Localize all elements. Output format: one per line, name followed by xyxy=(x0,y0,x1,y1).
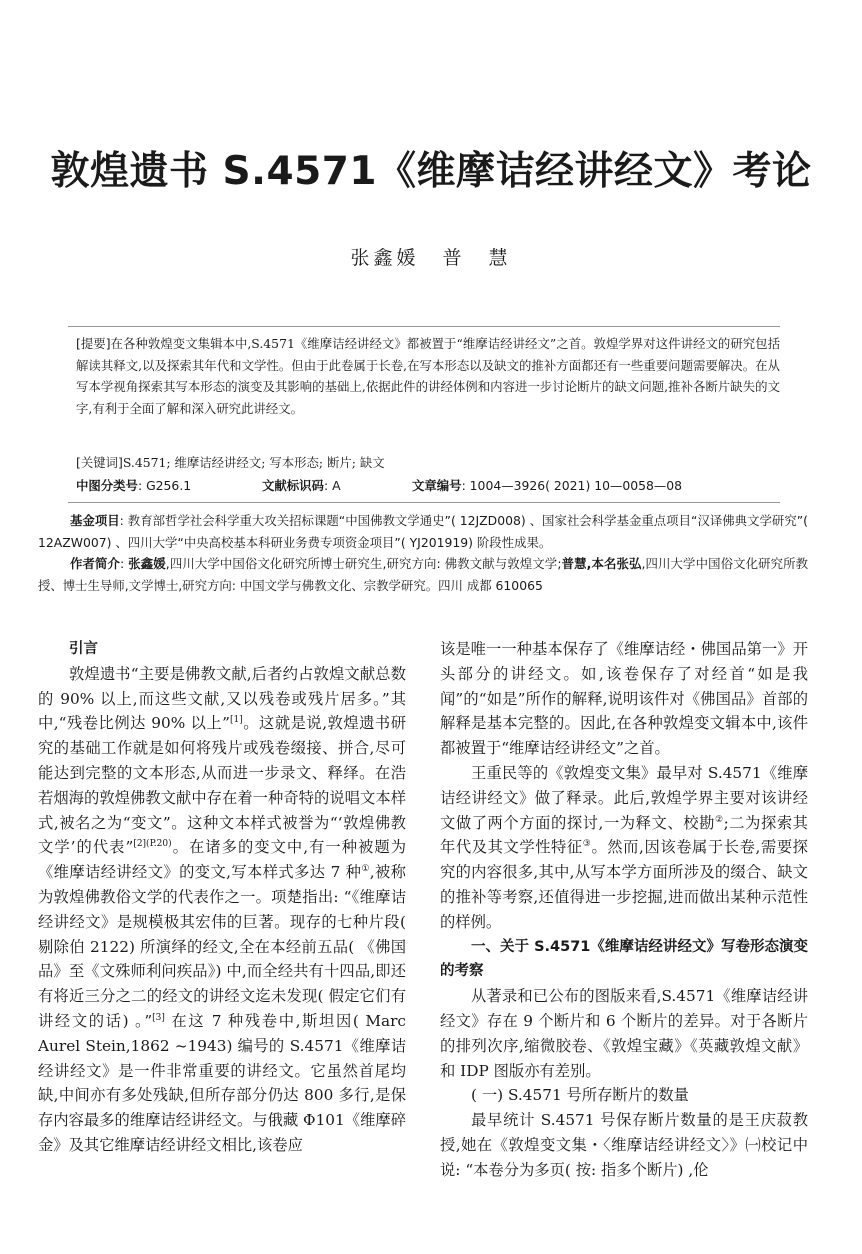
fund-paragraph xyxy=(38,510,808,553)
body-text: 在这 7 种残卷中,斯坦因( Marc Aurel Stein,1862 ~1943) 编号的 S.4571《维摩诘经讲经文》是一件非常重要的讲经文。它虽然首尾均缺,中间亦有多处残缺,但所存部分仍达 800 多行,是保存内容最多的维摩诘经讲经文。与俄藏 Φ101《维摩碎金》及其它维摩诘经讲经文相比,该卷应 xyxy=(38,1011,406,1154)
section-heading: 一、关于 S.4571《维摩诘经讲经文》写卷形态演变的考察 xyxy=(440,938,808,980)
author1-text: ,四川大学中国俗文化研究所博士研究生,研究方向: 佛教文献与敦煌文学; xyxy=(165,556,562,571)
body-text: ,被称为敦煌佛教俗文学的代表作之一。项楚指出: “《维摩诘经讲经文》是规模极其宏伟的巨著。现存的七种片段( 剔除伯 2122) 所演绎的经文,全在本经前五品( 《佛国品》至《文殊师利问疾品》) 中,而全经共有十四品,即还有将近三分之二的经文的讲经文迄未发现( 假定它们有讲经文的话) 。” xyxy=(38,863,406,1030)
abstract-label: [提要] xyxy=(76,336,111,351)
citation-ref: [2](P.20) xyxy=(133,839,172,850)
body-text: 敦煌遗书“主要是佛教文献,后者约占敦煌文献总数的 90% 以上,而这些文献,又以残卷或残片居多。”其中,“残卷比例达 90% 以上” xyxy=(38,664,406,733)
fund-label: 基金项目 xyxy=(70,513,120,528)
abstract-text: 在各种敦煌变文集辑本中,S.4571《维摩诘经讲经文》都被置于“维摩诘经讲经文”之首。敦煌学界对这件讲经文的研究包括解读其释文,以及探索其年代和文学性。但由于此卷属于长卷,在写本形态以及缺文的推补方面都还有一些重要问题需要解决。在从写本学视角探索其写本形态的演变及其影响的基础上,依据此件的讲经体例和内容进一步讨论断片的缺文问题,推补各断片缺失的文字,有利于全面了解和深入研究此讲经文。 xyxy=(76,336,781,416)
clc-value: : G256.1 xyxy=(137,478,192,493)
body-text: 。然而,因该卷属于长卷,需要探究的内容很多,其中,从写本学方面所涉及的缀合、缺文的推补等考察,还值得进一步挖掘,进而做出某种示范性的样例。 xyxy=(440,838,808,931)
keywords-label: [关键词] xyxy=(76,455,123,470)
subsection-heading: ( 一) S.4571 号所存断片的数量 xyxy=(471,1086,689,1105)
body-text: 。这就是说,敦煌遗书研究的基础工作就是如何将残片或残卷缀接、拼合,尽可能达到完整的文本形态,从而进一步录文、释绎。在浩若烟海的敦煌佛教文献中存在着一种奇特的说唱文本样式,被名之为“变文”。这种文本样式被誉为“‘敦煌佛教文学’的代表” xyxy=(38,714,406,857)
citation-ref: [1] xyxy=(230,715,243,726)
paper-authors: 张鑫媛 普 慧 xyxy=(350,247,512,269)
author1-name: 张鑫媛 xyxy=(128,556,166,571)
body-text: 王重民等的《敦煌变文集》最早对 S.4571《维摩诘经讲经文》做了释录。此后,敦煌学界主要对该讲经文做了两个方面的探讨,一为释文、校勘 xyxy=(440,763,808,832)
body-column-left xyxy=(38,637,406,1158)
author-info-sep: : xyxy=(120,556,129,571)
body-column-right xyxy=(440,637,808,1183)
article-number-label: 文章编号 xyxy=(412,478,462,493)
intro-heading: 引言 xyxy=(69,641,98,657)
body-text: ;二为探索其年代及其文学性特征 xyxy=(440,813,808,857)
abstract xyxy=(76,333,780,419)
body-paragraph: 从著录和已公布的图版来看,S.4571《维摩诘经讲经文》存在 9 个断片和 6 个断片的差异。对于各断片的排列次序,缩微胶卷、《敦煌宝藏》《英藏敦煌文献》和 IDP 图版亦有差别。 xyxy=(440,987,808,1080)
body-paragraph xyxy=(440,761,808,935)
body-paragraph: 最早统计 S.4571 号保存断片数量的是王庆菽教授,她在《敦煌变文集・〈维摩诘经讲经文〉》㈠校记中说: “本卷分为多页( 按: 指多个断片) ,伦 xyxy=(440,1111,808,1179)
footnote-ref: ① xyxy=(361,864,370,875)
footnote-ref: ② xyxy=(714,814,724,825)
body-paragraph-continued: 该是唯一一种基本保存了《维摩诘经・佛国品第一》开头部分的讲经文。如,该卷保存了对经首“如是我闻”的“如是”所作的解释,说明该件对《佛国品》首部的解释是基本完整的。因此,在各种敦煌变文辑本中,该件都被置于“维摩诘经讲经文”之首。 xyxy=(440,640,808,758)
article-number-value: : 1004—3926( 2021) 10—0058—08 xyxy=(461,478,683,493)
author2-name: 普慧,本名张弘 xyxy=(561,556,642,571)
abstract-top-rule xyxy=(68,326,780,327)
author2-text: ,四川大学中国俗文化研究所教授、博士生导师,文学博士,研究方向: 中国文学与佛教文化、宗教学研究。四川 成都 610065 xyxy=(38,556,809,593)
footnote-ref: ③ xyxy=(582,839,592,850)
abstract-bottom-rule xyxy=(68,502,780,503)
funding-info xyxy=(38,510,808,596)
fund-text: : 教育部哲学社会科学重大攻关招标课题“中国佛教文学通史”( 12JZD008) 、国家社会科学基金重点项目“汉译佛典文学研究”( 12AZW007) 、四川大学“中央高校基本科研业务费专项资金项目”( YJ201919) 阶段性成果。 xyxy=(38,513,808,550)
body-text: 。在诸多的变文中,有一种被题为《维摩诘经讲经文》的变文,写本样式多达 7 种 xyxy=(38,838,406,882)
paper-title: 敦煌遗书 S.4571《维摩诘经讲经文》考论 xyxy=(50,149,812,194)
keywords xyxy=(76,452,780,473)
body-paragraph xyxy=(38,662,406,1158)
author-info-label: 作者简介 xyxy=(70,556,121,571)
keywords-text: S.4571; 维摩诘经讲经文; 写本形态; 断片; 缺文 xyxy=(122,455,385,470)
author-paragraph xyxy=(38,553,808,596)
citation-ref: [3] xyxy=(152,1012,165,1023)
doc-code-label: 文献标识码 xyxy=(262,478,324,493)
doc-code-value: : A xyxy=(323,478,341,493)
clc-label: 中图分类号 xyxy=(76,478,138,493)
